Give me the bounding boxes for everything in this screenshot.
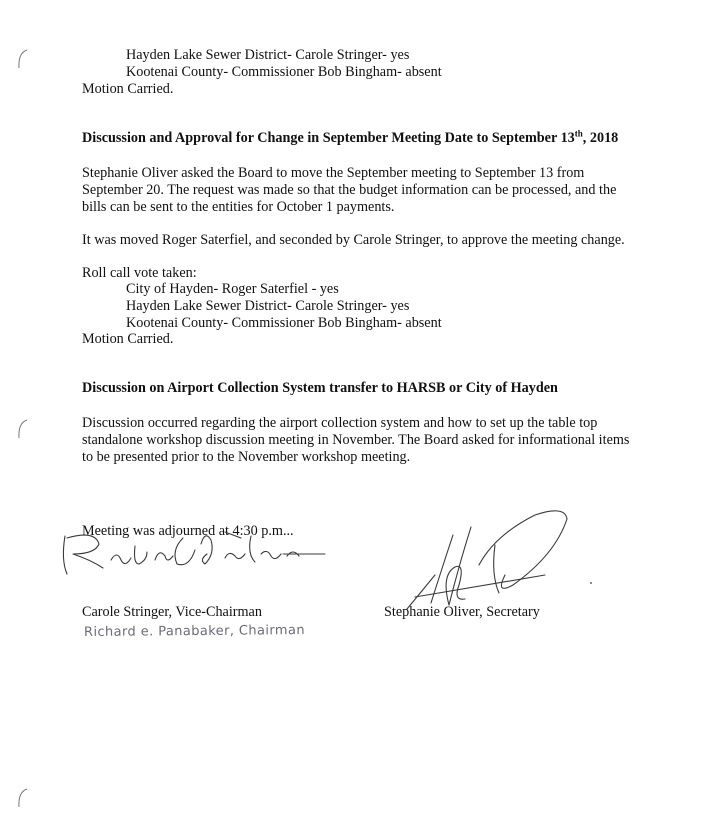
chairman-signature [55, 520, 335, 578]
punch-hole-mark [15, 787, 29, 809]
secretary-signature [395, 505, 595, 615]
paragraph-line: bills can be sent to the entities for October 1 payments. [82, 199, 395, 215]
vote-city-of-hayden: City of Hayden- Roger Saterfiel - yes [126, 281, 339, 297]
section-heading-meeting-date: Discussion and Approval for Change in September Meeting Date to September 13th, 2018 [82, 128, 619, 146]
chairman-handwritten-name: Richard e. Panabaker, Chairman [83, 623, 306, 640]
paragraph-line: standalone workshop discussion meeting in November. The Board asked for informational items [82, 432, 630, 448]
secretary-title: Stephanie Oliver, Secretary [384, 604, 540, 620]
punch-hole-mark [15, 418, 29, 440]
roll-call-label: Roll call vote taken: [82, 265, 197, 281]
paragraph-line: Discussion occurred regarding the airport collection system and how to set up the table top [82, 415, 598, 431]
paragraph-line: Stephanie Oliver asked the Board to move the September meeting to September 13 from [82, 165, 585, 181]
vote-kootenai-county: Kootenai County- Commissioner Bob Bingham- absent [126, 315, 442, 331]
vote-sewer-district: Hayden Lake Sewer District- Carole Stringer- yes [126, 47, 410, 63]
motion-statement: It was moved Roger Saterfiel, and seconded by Carole Stringer, to approve the meeting change. [82, 232, 625, 248]
adjournment-statement: Meeting was adjourned at 4:30 p.m... [82, 523, 294, 539]
vote-kootenai-county: Kootenai County- Commissioner Bob Bingham- absent [126, 64, 442, 80]
paragraph-line: September 20. The request was made so that the budget information can be processed, and the [82, 182, 617, 198]
section-heading-airport: Discussion on Airport Collection System transfer to HARSB or City of Hayden [82, 380, 558, 396]
vote-sewer-district: Hayden Lake Sewer District- Carole Stringer- yes [126, 298, 410, 314]
paragraph-line: to be presented prior to the November workshop meeting. [82, 449, 411, 465]
motion-result: Motion Carried. [82, 331, 174, 347]
motion-result: Motion Carried. [82, 81, 174, 97]
punch-hole-mark [15, 48, 29, 70]
vice-chairman-title: Carole Stringer, Vice-Chairman [82, 604, 262, 620]
